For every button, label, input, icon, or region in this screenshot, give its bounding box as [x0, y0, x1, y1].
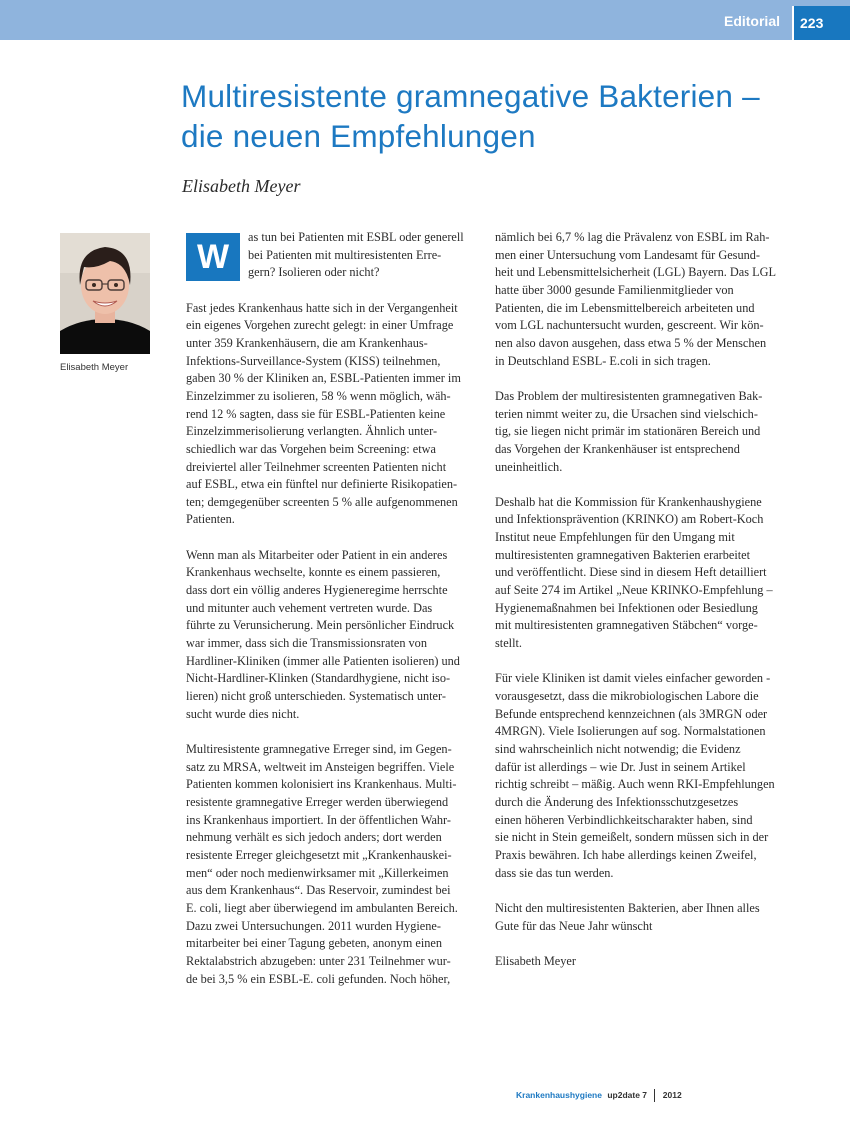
lead-paragraph	[186, 229, 490, 282]
text-line: auf Seite 274 im Artikel „Neue KRINKO-Empfehlung –	[495, 583, 773, 598]
text-line: E. coli, liegt aber überwiegend im ambulanten Bereich.	[186, 900, 458, 915]
text-line: und veröffentlicht. Diese sind in diesem Heft detailliert	[495, 565, 767, 580]
text-line: vorausgesetzt, dass die mikrobiologischen Labore die	[495, 689, 759, 704]
text-line: mitarbeiter bei einer Tagung gebeten, anonym einen	[186, 936, 443, 951]
text-line: dass dort ein völlig anderes Hygieneregime herrschte	[186, 583, 448, 598]
text-line: sucht wurde dies nicht.	[186, 706, 300, 721]
header-color-bar	[0, 0, 850, 40]
text-line: vom LGL nachuntersucht wurden, gescreent. Wir kön-	[495, 318, 764, 333]
page-number: 223	[792, 6, 850, 40]
author-photo	[60, 233, 150, 354]
text-line: Einzelzimmerisolierung verlangten. Ähnlich unter-	[186, 424, 438, 439]
author-name: Elisabeth Meyer	[182, 176, 301, 196]
text-line: gern? Isolieren oder nicht?	[248, 265, 380, 280]
text-line: durch die Änderung des Infektionsschutzgesetzes	[495, 794, 739, 809]
text-line: sie nicht in Stein gemeißelt, sondern müssen sich in der	[495, 830, 769, 845]
text-line: Nicht den multiresistenten Bakterien, aber Ihnen alles	[495, 900, 760, 915]
text-line: schiedlich war das Vorgehen beim Screening: etwa	[186, 441, 436, 456]
text-line: Patienten.	[186, 512, 235, 527]
text-line: und Infektionsprävention (KRINKO) am Robert-Koch	[495, 512, 764, 527]
text-line: uneinheitlich.	[495, 459, 563, 474]
text-line: dafür ist allerdings – wie Dr. Just in seinem Artikel	[495, 759, 746, 774]
text-line: führte zu Verunsicherung. Mein persönlicher Eindruck	[186, 618, 455, 633]
text-line: mit multiresistenten gramnegativen Stäbchen“ vorge-	[495, 618, 758, 633]
drop-cap: W	[186, 233, 240, 281]
text-line: aus dem Krankenhaus“. Das Reservoir, zumindest bei	[186, 883, 451, 898]
paragraph	[495, 229, 799, 370]
text-line: Praxis bewähren. Ich habe allerdings keinen Zweifel,	[495, 847, 757, 862]
text-column-right	[495, 229, 799, 988]
text-line: Dazu zwei Untersuchungen. 2011 wurden Hygiene-	[186, 918, 441, 933]
text-line: Patienten, die im Lebensmittelbereich arbeiteten und	[495, 300, 755, 315]
photo-caption: Elisabeth Meyer	[60, 362, 129, 373]
text-line: terien nimmt weiter zu, die Ursachen sind vielschich-	[495, 406, 758, 421]
text-line: de bei 3,5 % ein ESBL-E. coli gefunden. Noch höher,	[186, 971, 451, 986]
text-line: men“ oder noch medienwirksamer mit „Killerkeimen	[186, 865, 449, 880]
text-line: Multiresistente gramnegative Erreger sind, im Gegen-	[186, 741, 452, 756]
paragraph	[495, 670, 799, 882]
text-line: Befunde entsprechend kennzeichnen (als 3MRGN oder	[495, 706, 768, 721]
section-label: Editorial	[723, 13, 780, 29]
text-line: resistente gramnegative Erreger werden überwiegend	[186, 794, 449, 809]
text-line: resistente Erreger gleichgesetzt mit „Krankenhauskei-	[186, 847, 452, 862]
text-line: ein eigenes Vorgehen zurecht gelegt: in einer Umfrage	[186, 318, 454, 333]
title-line: Multiresistente gramnegative Bakterien –	[181, 78, 760, 114]
paragraph	[186, 300, 490, 530]
signature-name: Elisabeth Meyer	[495, 953, 576, 968]
text-line: in Deutschland ESBL- E.coli in sich tragen.	[495, 353, 711, 368]
text-line: 4MRGN). Viele Isolierungen auf sog. Normalstationen	[495, 724, 766, 739]
text-line: as tun bei Patienten mit ESBL oder generell	[248, 230, 464, 244]
text-line: richtig schreibt – mäßig. Auch wenn RKI-Empfehlungen	[495, 777, 775, 792]
text-line: Krankenhaus wechselte, konnte es einem passieren,	[186, 565, 441, 580]
text-line: das Vorgehen der Krankenhäuser ist entsprechend	[495, 441, 740, 456]
text-line: tig, sie liegen nicht primär im stationären Bereich und	[495, 424, 761, 439]
text-line: multiresistenten gramnegativen Bakterien erarbeitet	[495, 547, 751, 562]
footer-year: 2012	[662, 1090, 682, 1100]
text-line: men einer Untersuchung vom Landesamt für Gesund-	[495, 247, 760, 262]
text-line: Hardliner-Kliniken (immer alle Patienten isolieren) und	[186, 653, 460, 668]
text-line: Das Problem der multiresistenten gramnegativen Bak-	[495, 388, 763, 403]
paragraph	[495, 388, 799, 476]
text-line: ins Krankenhaus importiert. In der öffentlichen Wahr-	[186, 812, 452, 827]
text-line: nen also davon ausgehen, dass etwa 5 % der Menschen	[495, 335, 767, 350]
article-title	[181, 76, 846, 156]
text-line: Deshalb hat die Kommission für Krankenhaushygiene	[495, 494, 762, 509]
text-line: rend 12 % sagten, dass sie für ESBL-Patienten keine	[186, 406, 446, 421]
paragraph	[495, 900, 799, 935]
text-line: einen höheren Verbindlichkeitscharakter haben, sind	[495, 812, 753, 827]
text-line: Fast jedes Krankenhaus hatte sich in der Vergangenheit	[186, 300, 458, 315]
footer-journal: Krankenhaushygiene	[516, 1090, 602, 1100]
text-line: dass sie das tun werden.	[495, 865, 614, 880]
text-line: Infektions-Surveillance-System (KISS) teilnehmen,	[186, 353, 441, 368]
text-line: sind wahrscheinlich nicht notwendig; die Evidenz	[495, 741, 741, 756]
title-line: die neuen Empfehlungen	[181, 118, 536, 154]
text-column-left	[186, 229, 490, 1006]
text-line: Gute für das Neue Jahr wünscht	[495, 918, 653, 933]
text-line: Institut neue Empfehlungen für den Umgang mit	[495, 530, 735, 545]
signature	[495, 953, 799, 971]
footer-divider	[654, 1089, 655, 1102]
paragraph	[495, 494, 799, 653]
text-line: gaben 30 % der Kliniken an, ESBL-Patienten immer im	[186, 371, 461, 386]
text-line: heit und Lebensmittelsicherheit (LGL) Bayern. Das LGL	[495, 265, 777, 280]
text-line: Rektalabstrich abzugeben: unter 231 Teilnehmer wur-	[186, 953, 451, 968]
text-line: lieren) nicht groß unterschieden. Systematisch unter-	[186, 689, 446, 704]
text-line: nämlich bei 6,7 % lag die Prävalenz von ESBL im Rah-	[495, 230, 770, 244]
text-line: satz zu MRSA, weltweit im Ansteigen begriffen. Viele	[186, 759, 455, 774]
text-line: Hygienemaßnahmen bei Infektionen oder Besiedlung	[495, 600, 758, 615]
footer-volume: up2date 7	[607, 1090, 648, 1100]
text-line: ten; demgegenüber screenten 5 % alle aufgenommenen	[186, 494, 458, 509]
text-line: und mitunter auch vehement vertreten wurde. Das	[186, 600, 433, 615]
text-line: war immer, dass sich die Transmissionsraten von	[186, 636, 427, 651]
page-footer	[516, 1088, 682, 1102]
text-line: hatte über 3000 gesunde Familienmitglieder von	[495, 282, 734, 297]
paragraph	[186, 547, 490, 724]
text-line: Wenn man als Mitarbeiter oder Patient in ein anderes	[186, 547, 448, 562]
text-line: Nicht-Hardliner-Klinken (Standardhygiene, nicht iso-	[186, 671, 451, 686]
text-line: bei Patienten mit multiresistenten Erre-	[248, 247, 442, 262]
text-line: nehmung verhält es sich jedoch anders; dort werden	[186, 830, 442, 845]
text-line: Patienten kommen kolonisiert ins Krankenhaus. Multi-	[186, 777, 457, 792]
text-line: unter 359 Krankenhäusern, die am Krankenhaus-	[186, 335, 428, 350]
text-line: dreiviertel aller Teilnehmer screenten Patienten nicht	[186, 459, 447, 474]
text-line: stellt.	[495, 636, 522, 651]
text-line: Für viele Kliniken ist damit vieles einfacher geworden -	[495, 671, 771, 686]
paragraph	[186, 741, 490, 988]
text-line: Einzelzimmer zu isolieren, 58 % wenn möglich, wäh-	[186, 388, 451, 403]
text-line: auf ESBL, etwa ein fünftel nur definierte Risikopatien-	[186, 477, 458, 492]
